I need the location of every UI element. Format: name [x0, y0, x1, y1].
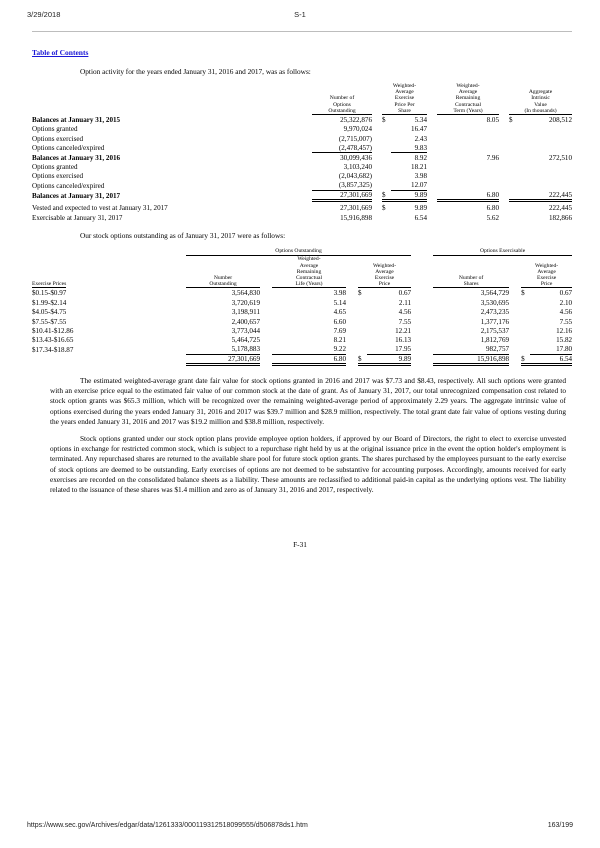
t2-header-wa-remaining-life: Weighted- Average Remaining Contractual Life (Years)	[272, 256, 346, 289]
t1-r2-term	[437, 134, 499, 143]
t1-r8-price: 9.89	[391, 190, 427, 200]
t1-r5-shares: 3,103,240	[343, 162, 372, 171]
t2-r2-life: 4.65	[333, 308, 346, 317]
t1-r5-price-currency	[382, 162, 391, 171]
t2-r0-life: 3.98	[333, 289, 346, 298]
t2-r2-num-exercisable: 2,473,235	[480, 308, 510, 317]
paragraph-early-exercise: Stock options granted under our stock option plans provide employee option holders, if approved by our Board of Directors, the right to elect to exercise unvested options in exchange for restricted common stock, which is subject to a repurchase right held by us at the original issuance price in the event the option holder's employment is terminated. Any repurchased shares are returned to the available share pool for future stock option grants. The shares purchased by the employees pursuant to the early exercise of stock options are deemed to be outstanding. Early exercises of options are not deemed to be substantive for accounting purposes. Accordingly, amounts received for early exercises are recorded on the consolidated balance sheets as a liability. These amounts are reclassified to additional paid-in capital as the underlying options vest. The liability related to the issuance of these shares was $1.4 million and zero as of January 31, 2016 and 2017, respectively.	[50, 434, 566, 495]
t1-r10-aiv-currency	[509, 213, 518, 222]
t1-r7-aiv-currency	[509, 181, 518, 190]
table-row	[32, 298, 572, 307]
header-divider	[32, 31, 572, 32]
t2-group-options-outstanding: Options Outstanding	[186, 247, 411, 256]
t1-r1-price: 16.47	[411, 125, 428, 134]
t2-total-num-outstanding: 27,301,669	[186, 354, 260, 364]
t2-header-number-outstanding: Number Outstanding	[186, 256, 260, 289]
table-row	[32, 124, 572, 133]
t2-total-label	[32, 354, 172, 364]
source-url: https://www.sec.gov/Archives/edgar/data/1261333/000119312518099555/d506878ds1.htm	[27, 822, 308, 829]
option-activity-table	[32, 83, 572, 222]
t1-r0-aiv: 208,512	[548, 116, 573, 124]
t1-r10-price-currency	[382, 213, 391, 222]
t1-r5-aiv-currency	[509, 162, 518, 171]
t1-r7-price: 12.07	[391, 181, 427, 190]
page-number: 163/199	[547, 822, 573, 829]
t2-r2-num-outstanding: 3,198,911	[231, 308, 260, 317]
t1-r4-price-currency	[382, 153, 391, 162]
t1-r10-term: 5.62	[486, 213, 500, 222]
t1-r6-term	[437, 171, 499, 180]
t2-total-price-ex: 6.54	[530, 354, 572, 364]
t1-r4-price: 8.92	[414, 153, 428, 162]
table1-intro-text: Option activity for the years ended January 31, 2016 and 2017, was as follows:	[80, 67, 311, 76]
t1-r7-aiv	[518, 181, 572, 190]
t2-r1-range: $1.99-$2.14	[32, 298, 67, 307]
t2-r1-price-out: 2.11	[398, 298, 412, 307]
t2-r3-price-ex-currency	[521, 317, 530, 326]
table-row	[32, 201, 572, 213]
t1-r9-aiv: 222,445	[548, 204, 573, 213]
t1-r3-shares: (2,478,457)	[312, 143, 372, 152]
t2-r0-price-ex-currency: $	[521, 289, 525, 298]
t2-r0-price-out-currency: $	[358, 289, 362, 298]
t1-r1-label: Options granted	[32, 125, 78, 134]
table-row	[32, 190, 572, 200]
t1-r3-aiv-currency	[509, 143, 518, 152]
t1-header-wa-exercise-price: Weighted- Average Exercise Price Per Share	[382, 83, 427, 115]
table-row	[32, 181, 572, 190]
t2-r1-num-outstanding: 3,720,619	[231, 298, 260, 307]
table-row	[32, 171, 572, 180]
t1-r10-label: Exercisable at January 31, 2017	[32, 213, 123, 222]
table-row	[32, 345, 572, 354]
t2-header-exercise-prices: Exercise Prices	[32, 281, 67, 288]
t2-r5-price-ex-currency	[521, 335, 530, 344]
t2-r5-range: $13.43-$16.65	[32, 336, 74, 345]
t2-r0-num-exercisable: 3,564,729	[480, 289, 510, 298]
t2-header-wa-exercise-price-outstanding: Weighted- Average Exercise Price	[358, 256, 411, 289]
t1-r4-aiv-currency	[509, 153, 518, 162]
t1-r6-price-currency	[382, 171, 391, 180]
t1-r6-shares: (2,043,682)	[338, 172, 372, 181]
t1-r3-term	[437, 143, 499, 152]
t1-r2-price: 2.43	[414, 134, 428, 143]
t2-r6-range: $17.34-$18.87	[32, 345, 74, 354]
t2-r5-num-exercisable: 1,812,769	[480, 336, 510, 345]
t1-r1-aiv-currency	[509, 124, 518, 133]
t1-r7-term	[437, 181, 499, 190]
table2-intro-text: Our stock options outstanding as of January 31, 2017 were as follows:	[80, 230, 286, 240]
t1-r3-aiv	[518, 143, 572, 152]
table-row	[32, 143, 572, 152]
t1-r8-aiv-currency	[509, 190, 518, 200]
t2-r6-price-ex-currency	[521, 345, 530, 354]
t2-r0-price-ex: 0.67	[559, 289, 573, 298]
print-date: 3/29/2018	[27, 10, 61, 19]
table-total-row	[32, 354, 572, 364]
table-row	[32, 335, 572, 344]
t1-r7-label: Options canceled/expired	[32, 181, 105, 190]
t1-r6-aiv	[518, 171, 572, 180]
t1-r1-shares: 9,970,024	[343, 125, 372, 134]
t1-r5-term	[437, 162, 499, 171]
t2-r3-price-out-currency	[358, 317, 367, 326]
t2-group-options-exercisable: Options Exercisable	[433, 247, 572, 256]
t1-r6-price: 3.98	[414, 172, 428, 181]
t1-header-wa-remaining-term: Weighted- Average Remaining Contractual Term (Years)	[437, 83, 499, 115]
t2-r6-life: 9.22	[272, 345, 346, 354]
table-row	[32, 213, 572, 222]
t2-r3-price-ex: 7.55	[559, 317, 573, 326]
t2-r2-price-out: 4.56	[398, 308, 412, 317]
t1-header-options-outstanding: Number of Options Outstanding	[312, 83, 372, 115]
t2-r4-num-outstanding: 3,773,044	[231, 326, 260, 335]
t2-r3-range: $7.55-$7.55	[32, 317, 67, 326]
document-form-type: S-1	[294, 10, 306, 19]
t2-r3-num-exercisable: 1,377,176	[480, 317, 510, 326]
t2-r1-num-exercisable: 3,530,695	[480, 298, 510, 307]
t2-r4-range: $10.41-$12.86	[32, 326, 74, 335]
t2-total-price-out-currency: $	[358, 354, 367, 364]
t1-r2-aiv-currency	[509, 134, 518, 143]
t2-r1-price-out-currency	[358, 298, 367, 307]
t2-total-num-exercisable: 15,916,898	[433, 354, 509, 364]
t2-r5-life: 8.21	[333, 336, 346, 345]
t1-r10-shares: 15,916,898	[340, 213, 372, 222]
t2-r5-num-outstanding: 5,464,725	[231, 336, 260, 345]
t1-r2-aiv	[518, 134, 572, 143]
table-row	[32, 153, 572, 162]
t2-r6-num-exercisable: 982,757	[433, 345, 509, 354]
t1-r0-price: 5.34	[414, 116, 428, 124]
t1-r1-term	[437, 124, 499, 133]
t2-r2-price-out-currency	[358, 307, 367, 316]
t2-r0-num-outstanding: 3,564,830	[231, 289, 260, 298]
t1-r9-aiv-currency	[509, 201, 518, 213]
t2-header-wa-exercise-price-exercisable: Weighted- Average Exercise Price	[521, 256, 572, 289]
t2-r6-price-ex: 17.80	[530, 345, 572, 354]
t1-r7-price-currency	[382, 181, 391, 190]
t2-r4-life: 7.69	[333, 326, 346, 335]
t2-r5-price-out: 16.13	[395, 336, 412, 345]
table-row	[32, 288, 572, 297]
t1-r5-aiv	[518, 162, 572, 171]
t1-r9-term: 6.80	[486, 204, 500, 213]
t1-r0-aiv-currency: $	[509, 116, 513, 124]
page-marker: F-31	[293, 540, 307, 549]
t2-r4-price-ex-currency	[521, 326, 530, 335]
t1-r1-price-currency	[382, 124, 391, 133]
t1-r4-shares: 30,099,436	[340, 153, 372, 162]
t2-r0-range: $0.15-$0.97	[32, 289, 67, 298]
table-row	[32, 307, 572, 316]
t1-r5-price: 18.21	[411, 162, 428, 171]
table-row	[32, 134, 572, 143]
t1-r8-term: 6.80	[437, 190, 499, 200]
t1-r9-shares: 27,301,669	[340, 204, 372, 213]
t1-r2-price-currency	[382, 134, 391, 143]
t1-r0-price-currency: $	[382, 116, 386, 124]
t2-r4-price-out-currency	[358, 326, 367, 335]
t1-r4-aiv: 272,510	[548, 153, 573, 162]
t1-r4-term: 7.96	[486, 153, 500, 162]
t2-r3-num-outstanding: 2,400,657	[231, 317, 260, 326]
t1-r2-shares: (2,715,007)	[338, 134, 372, 143]
t1-r10-price: 6.54	[414, 213, 428, 222]
table-row	[32, 115, 572, 124]
t2-r0-price-out: 0.67	[398, 289, 412, 298]
t1-r9-label: Vested and expected to vest at January 31, 2017	[32, 204, 168, 213]
t2-r1-life: 5.14	[333, 298, 346, 307]
table-row	[32, 326, 572, 335]
paragraph-grant-date-fair-value: The estimated weighted-average grant date fair value for stock options granted in 2016 and 2017 was $7.73 and $8.43, respectively. All such options were granted with an exercise price equal to the estimated fair value of our common stock at the date of grant. As of January 31, 2017, our total unrecognized compensation cost related to stock option grants was $65.3 million, which will be recognized over the remaining weighted-average period of approximately 2.29 years. The aggregate intrinsic value of options exercised during the years ended January 31, 2016 and 2017 was $39.7 million and $28.9 million, respectively. The total grant date fair value of options vesting during the years ended January 31, 2016 and 2017 was $19.2 million and $38.8 million, respectively.	[50, 376, 566, 426]
document-content	[32, 42, 572, 502]
t1-r0-label: Balances at January 31, 2015	[32, 116, 121, 124]
t1-r8-shares: 27,301,669	[312, 190, 372, 200]
t1-r1-aiv	[518, 124, 572, 133]
table-row	[32, 162, 572, 171]
t1-r8-aiv: 222,445	[518, 190, 572, 200]
t2-r1-price-ex: 2.10	[559, 298, 573, 307]
t1-r3-label: Options canceled/expired	[32, 144, 105, 153]
t2-r6-price-out: 17.95	[367, 345, 411, 354]
t2-total-life: 6.80	[272, 354, 346, 364]
t2-total-price-ex-currency: $	[521, 354, 530, 364]
t1-r6-aiv-currency	[509, 171, 518, 180]
t2-r6-price-out-currency	[358, 345, 367, 354]
t1-header-aggregate-intrinsic-value: Aggregate Intrinsic Value (In thousands)	[509, 83, 572, 115]
t2-r5-price-out-currency	[358, 335, 367, 344]
t2-r1-price-ex-currency	[521, 298, 530, 307]
t1-body	[32, 115, 572, 222]
t1-r9-price: 9.89	[414, 204, 428, 213]
t1-r2-label: Options exercised	[32, 134, 84, 143]
t2-r4-num-exercisable: 2,175,537	[480, 326, 510, 335]
t1-r3-price: 9.83	[391, 143, 427, 152]
t2-r4-price-ex: 12.16	[556, 326, 573, 335]
t2-header-number-of-shares: Number of Shares	[433, 256, 509, 289]
t1-r0-term: 8.05	[486, 116, 500, 124]
t1-r10-aiv: 182,866	[548, 213, 573, 222]
t2-r2-price-ex-currency	[521, 307, 530, 316]
options-outstanding-exercisable-table	[32, 247, 572, 366]
t1-r6-label: Options exercised	[32, 172, 84, 181]
t2-r4-price-out: 12.21	[395, 326, 412, 335]
t2-r2-price-ex: 4.56	[559, 308, 573, 317]
t2-r2-range: $4.05-$4.75	[32, 308, 67, 317]
t1-r8-price-currency: $	[382, 190, 391, 200]
t1-r4-label: Balances at January 31, 2016	[32, 153, 121, 162]
t2-total-price-out: 9.89	[367, 354, 411, 364]
t2-r3-price-out: 7.55	[398, 317, 412, 326]
t1-r9-price-currency: $	[382, 204, 386, 213]
t2-body	[32, 288, 572, 364]
t1-r3-price-currency	[382, 143, 391, 152]
t1-r0-shares: 25,322,876	[340, 116, 372, 124]
t2-r5-price-ex: 15.82	[556, 336, 573, 345]
t2-r3-life: 6.60	[333, 317, 346, 326]
t1-r5-label: Options granted	[32, 162, 78, 171]
table-of-contents-link[interactable]: Table of Contents	[32, 48, 89, 57]
t2-r6-num-outstanding: 5,178,883	[186, 345, 260, 354]
print-header	[0, 10, 600, 24]
table-row	[32, 317, 572, 326]
t1-r8-label: Balances at January 31, 2017	[32, 192, 121, 201]
t1-r7-shares: (3,857,325)	[312, 181, 372, 190]
